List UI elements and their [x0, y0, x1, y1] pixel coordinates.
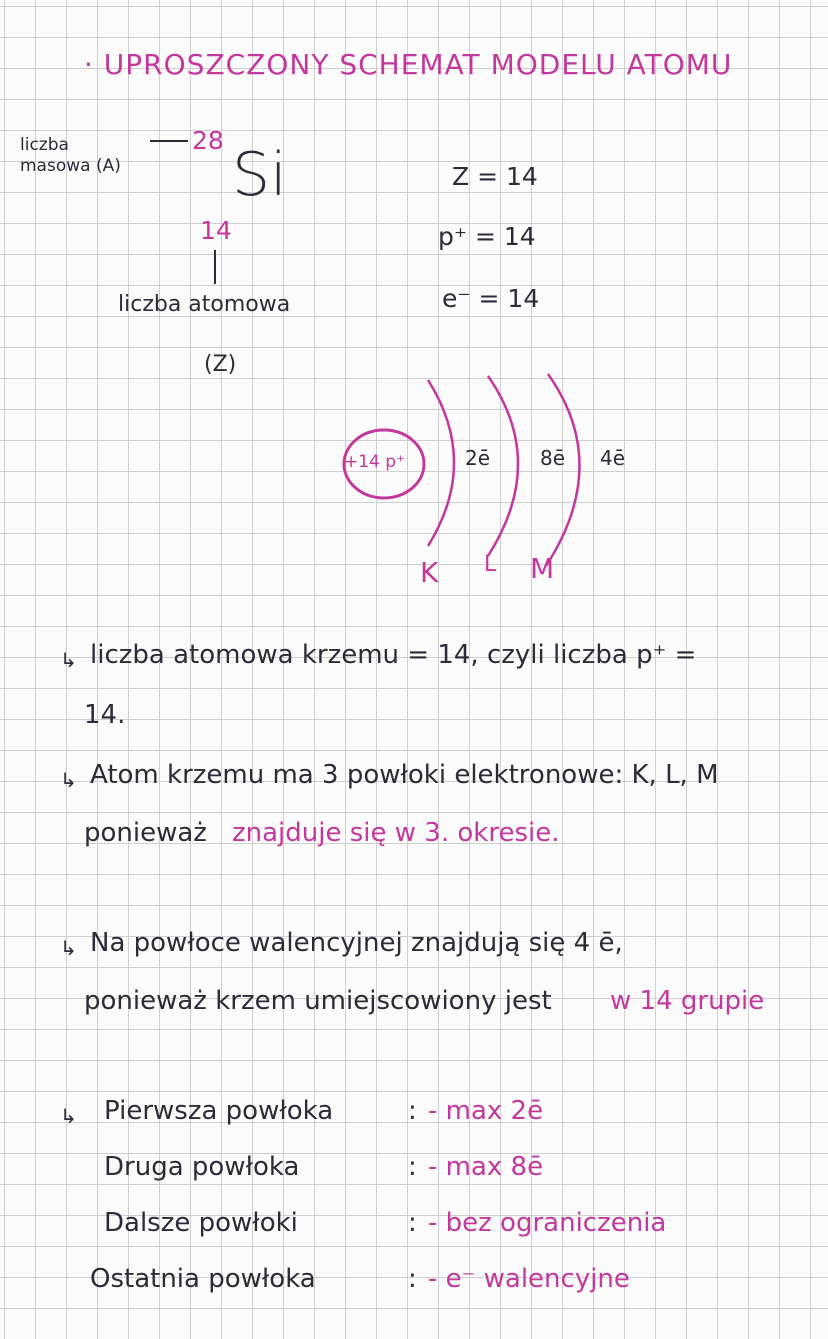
note-3-continuation-highlight: w 14 grupie	[610, 986, 765, 1016]
shell-l-letter: L	[484, 552, 497, 577]
shell-l-electrons: 8ē	[540, 446, 566, 470]
proton-count: p⁺ = 14	[438, 222, 536, 251]
rule-separator: :	[408, 1096, 417, 1126]
shell-arc-m	[546, 374, 580, 566]
atomic-number: 14	[200, 216, 232, 245]
mass-number-label-line2: masowa (A)	[20, 156, 121, 176]
note-2-continuation-b: znajduje się w 3. okresie.	[232, 818, 560, 848]
atomic-number-pointer	[212, 250, 218, 286]
shell-k-letter: K	[420, 556, 439, 589]
bullet-arrow-icon: ↳	[60, 648, 77, 672]
element-symbol: Si	[232, 140, 287, 210]
rule-value: - bez ograniczenia	[428, 1208, 667, 1238]
mass-number: 28	[192, 126, 224, 155]
shell-m-electrons: 4ē	[600, 446, 626, 470]
note-2-text: Atom krzemu ma 3 powłoki elektronowe: K, L, M	[90, 760, 719, 790]
atomic-number-label: liczba atomowa	[118, 292, 291, 317]
note-1-text: liczba atomowa krzemu = 14, czyli liczba p⁺ =	[90, 640, 697, 670]
mass-number-pointer	[150, 138, 190, 144]
atomic-number-z-label: (Z)	[204, 352, 237, 377]
nucleus-label: +14 p⁺	[344, 452, 406, 472]
note-2-continuation-a: ponieważ	[84, 818, 207, 848]
shell-k-electrons: 2ē	[465, 446, 491, 470]
mass-number-label-line1: liczba	[20, 135, 69, 155]
z-count: Z = 14	[452, 162, 538, 191]
bullet-arrow-icon: ↳	[60, 936, 77, 960]
bullet-arrow-icon: ↳	[60, 1104, 77, 1128]
rule-value: - e⁻ walencyjne	[428, 1264, 630, 1294]
shell-arc-l	[488, 376, 518, 556]
rule-label: Druga powłoka	[104, 1152, 300, 1182]
rule-label: Ostatnia powłoka	[90, 1264, 316, 1294]
atom-model-diagram	[320, 370, 640, 600]
note-3-continuation: ponieważ krzem umiejscowiony jest	[84, 986, 552, 1016]
shell-m-letter: M	[530, 552, 555, 585]
page-title: · UPROSZCZONY SCHEMAT MODELU ATOMU	[84, 48, 733, 81]
note-1-continuation: 14.	[84, 700, 126, 730]
shell-arc-k	[428, 380, 454, 546]
rule-value: - max 8ē	[428, 1152, 544, 1182]
bullet-arrow-icon: ↳	[60, 768, 77, 792]
rule-label: Dalsze powłoki	[104, 1208, 298, 1238]
rule-value: - max 2ē	[428, 1096, 544, 1126]
rule-separator: :	[408, 1264, 417, 1294]
note-3-text: Na powłoce walencyjnej znajdują się 4 ē,	[90, 928, 623, 958]
electron-count: e⁻ = 14	[442, 284, 540, 313]
rule-separator: :	[408, 1152, 417, 1182]
rule-separator: :	[408, 1208, 417, 1238]
rule-label: Pierwsza powłoka	[104, 1096, 334, 1126]
